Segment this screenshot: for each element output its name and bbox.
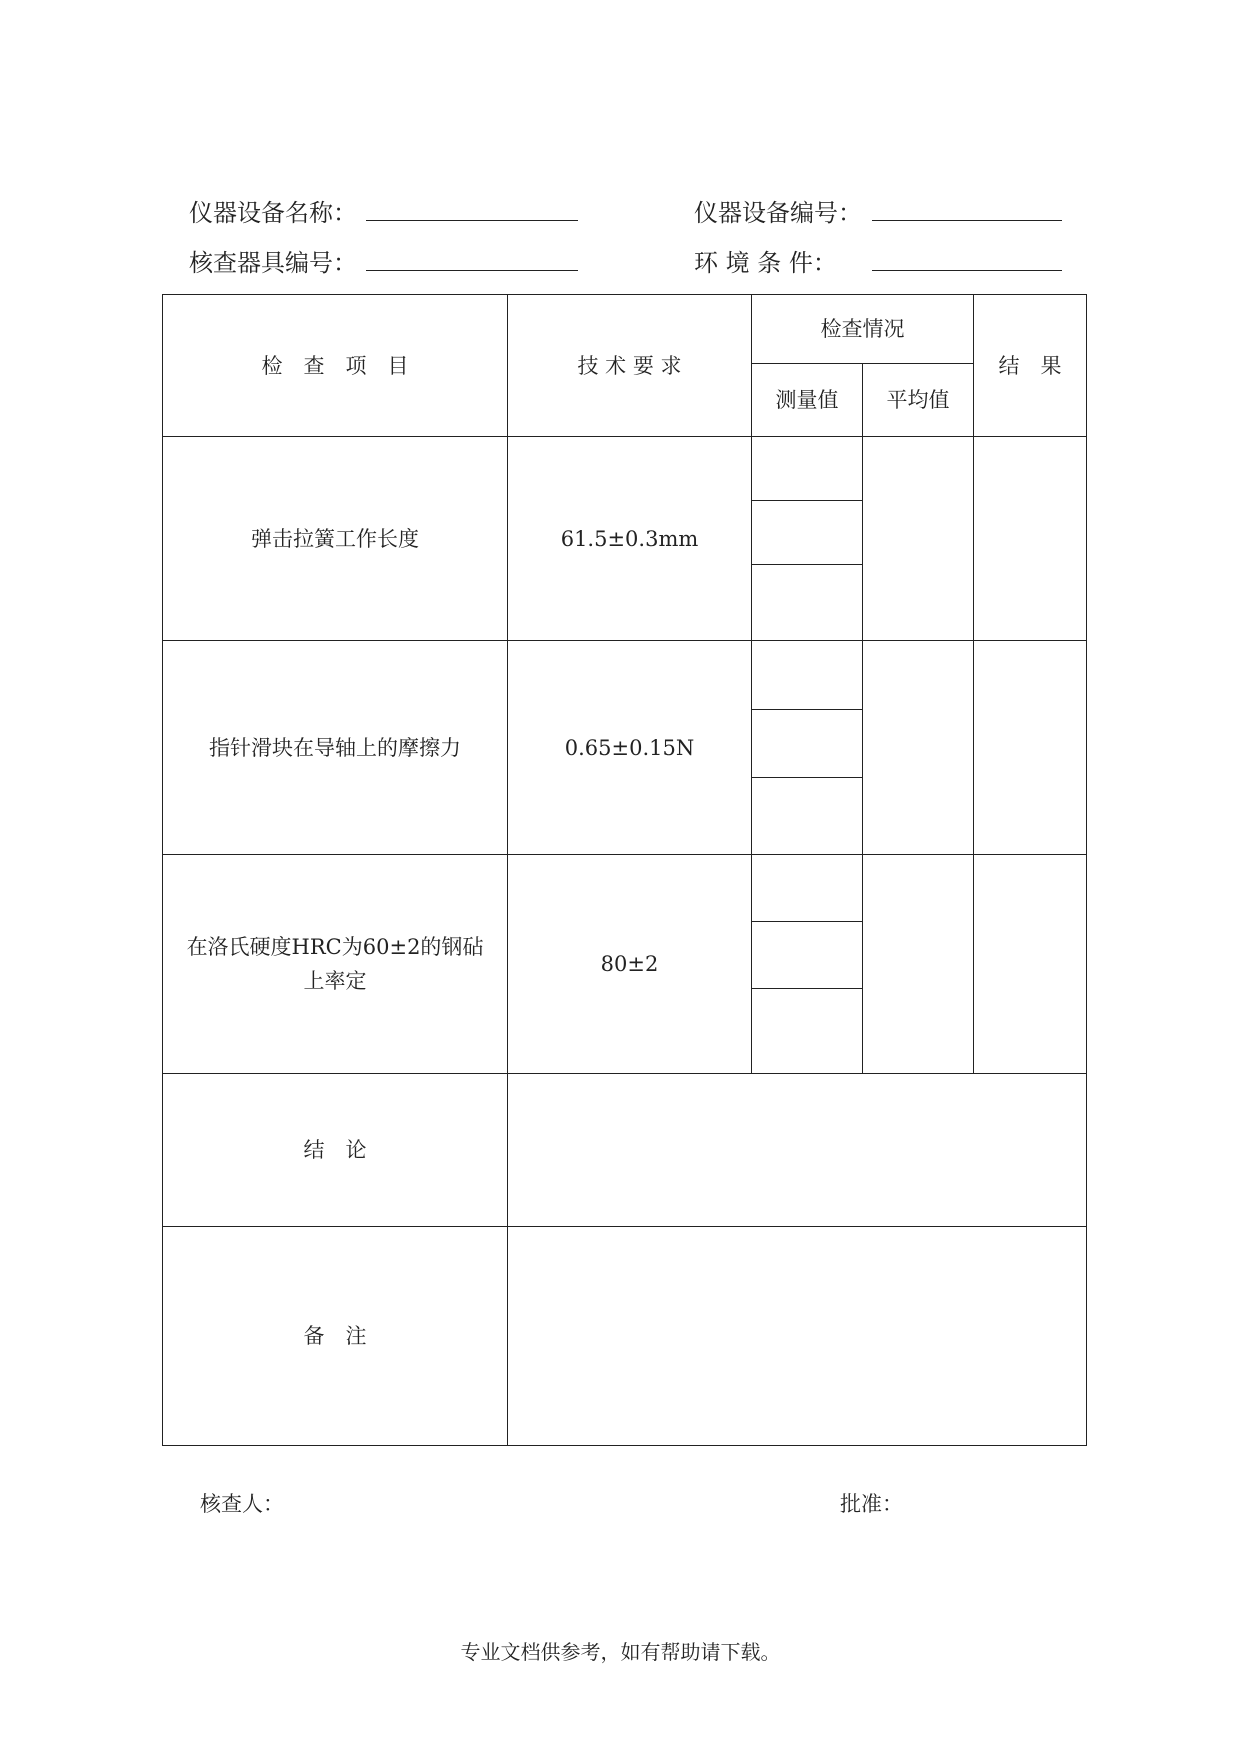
- row-2-result[interactable]: [974, 641, 1087, 855]
- environment-label: 环 境 条 件：: [694, 249, 837, 277]
- row-3-item: 在洛氏硬度HRC为60±2的钢砧上率定: [163, 855, 508, 1074]
- check-tool-no-label: 核查器具编号：: [189, 249, 357, 277]
- row-3-requirement: 80±2: [508, 855, 752, 1074]
- row-3-measured-2[interactable]: [752, 922, 863, 989]
- header-measured-value: 测量值: [752, 364, 863, 437]
- header-average-value: 平均值: [863, 364, 974, 437]
- row-3-measured-3[interactable]: [752, 989, 863, 1074]
- row-2-requirement: 0.65±0.15N: [508, 641, 752, 855]
- device-name-label: 仪器设备名称：: [189, 199, 357, 227]
- inspection-table: [162, 294, 1087, 1446]
- row-1-requirement: 61.5±0.3mm: [508, 437, 752, 641]
- row-1-measured-3[interactable]: [752, 565, 863, 641]
- download-note: 专业文档供参考，如有帮助请下载。: [460, 1640, 781, 1664]
- check-tool-no-field[interactable]: [366, 270, 578, 271]
- environment-field[interactable]: [872, 270, 1062, 271]
- device-name-field[interactable]: [366, 220, 578, 221]
- conclusion-field[interactable]: [508, 1074, 1087, 1227]
- row-3-measured-1[interactable]: [752, 855, 863, 922]
- header-tech-requirement: 技 术 要 求: [508, 295, 752, 437]
- device-no-label: 仪器设备编号：: [694, 199, 862, 227]
- remarks-field[interactable]: [508, 1227, 1087, 1446]
- row-1-average[interactable]: [863, 437, 974, 641]
- row-2-measured-1[interactable]: [752, 641, 863, 710]
- row-2-item: 指针滑块在导轴上的摩擦力: [163, 641, 508, 855]
- row-3-result[interactable]: [974, 855, 1087, 1074]
- remarks-label: 备 注: [163, 1227, 508, 1446]
- row-2-measured-3[interactable]: [752, 778, 863, 855]
- device-no-field[interactable]: [872, 220, 1062, 221]
- header-result: 结 果: [974, 295, 1087, 437]
- row-3-average[interactable]: [863, 855, 974, 1074]
- row-1-result[interactable]: [974, 437, 1087, 641]
- row-1-measured-1[interactable]: [752, 437, 863, 501]
- conclusion-label: 结 论: [163, 1074, 508, 1227]
- header-check-item: 检 查 项 目: [163, 295, 508, 437]
- header-check-status: 检查情况: [752, 295, 974, 364]
- row-2-average[interactable]: [863, 641, 974, 855]
- approver-label: 批准：: [840, 1492, 903, 1516]
- checker-label: 核查人：: [200, 1492, 284, 1516]
- row-1-item: 弹击拉簧工作长度: [163, 437, 508, 641]
- row-1-measured-2[interactable]: [752, 501, 863, 565]
- row-2-measured-2[interactable]: [752, 710, 863, 778]
